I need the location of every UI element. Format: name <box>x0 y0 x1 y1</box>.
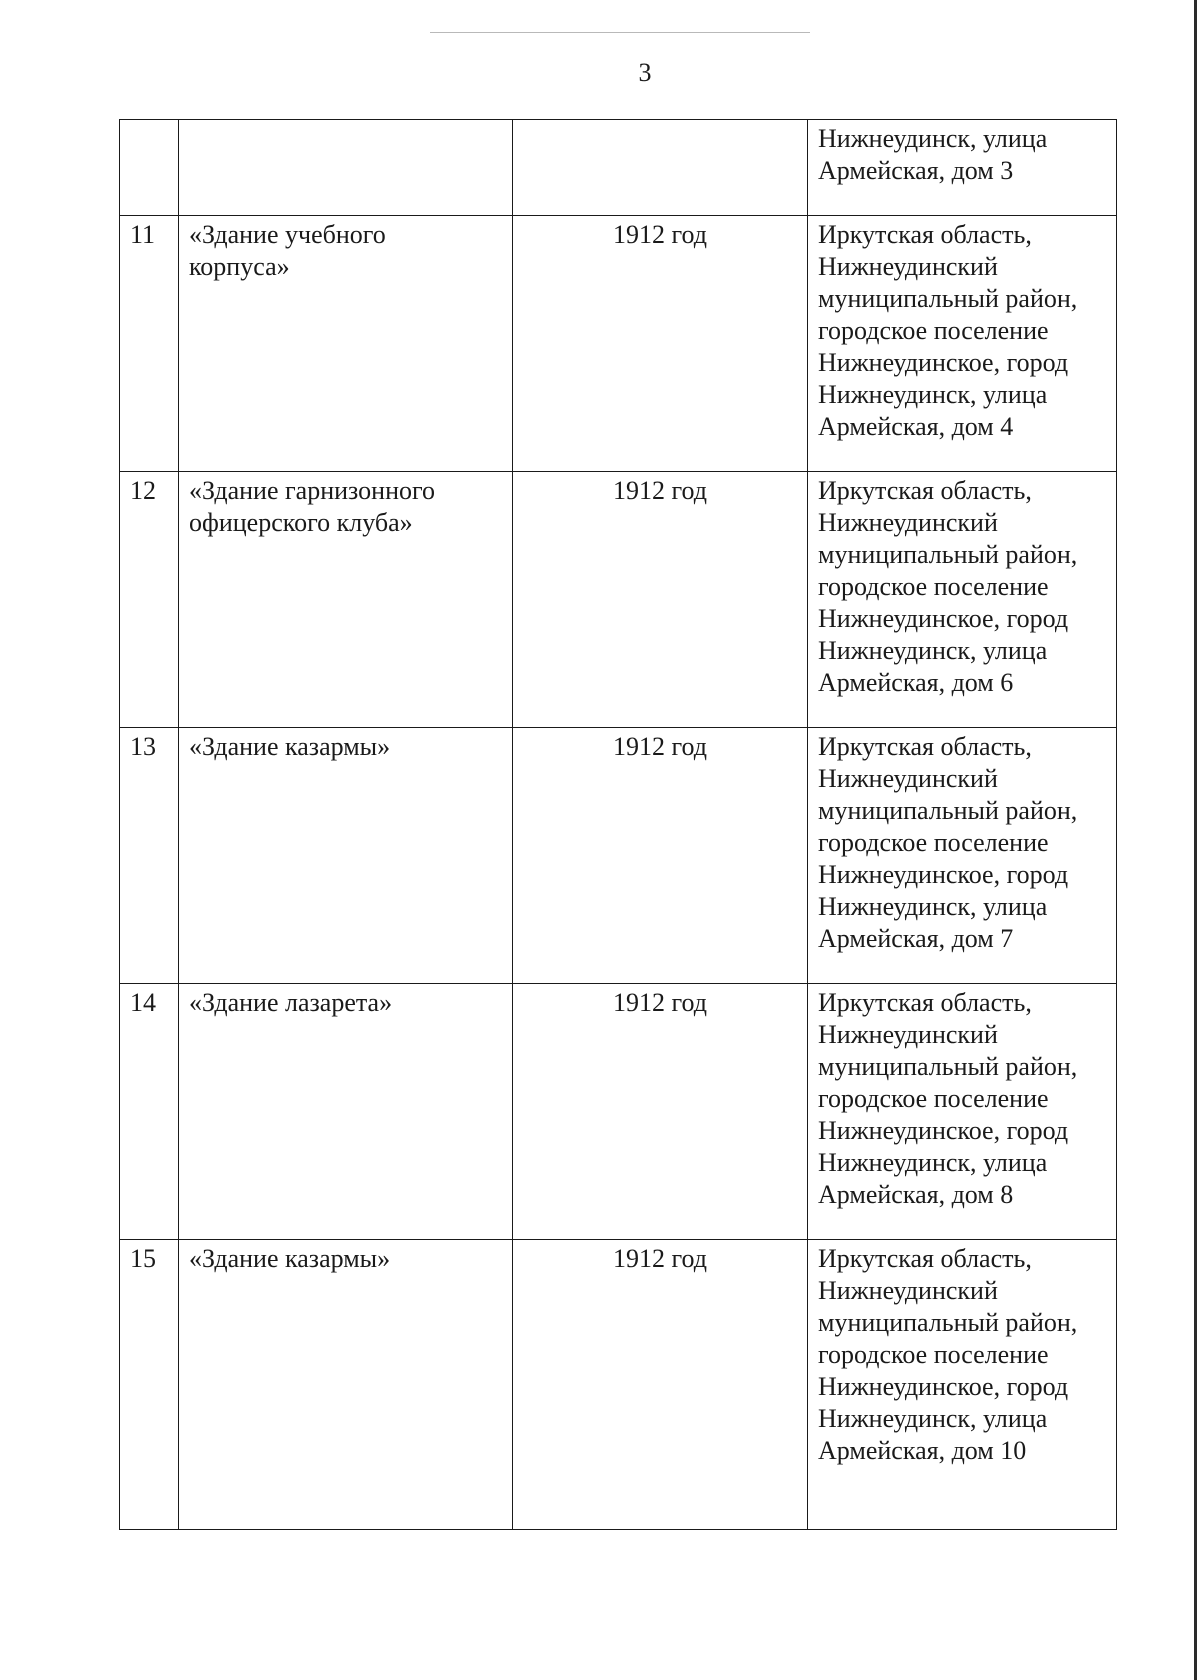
construction-date-cell: 1912 год <box>513 984 808 1240</box>
address-line: Нижнеудинское, город <box>818 1372 1069 1401</box>
address-line: Нижнеудинский <box>818 1020 998 1049</box>
row-number-cell: 15 <box>120 1240 179 1530</box>
construction-date-cell: 1912 год <box>513 472 808 728</box>
scan-right-edge <box>1194 0 1197 1680</box>
address-line: Нижнеудинск, улица <box>818 636 1048 665</box>
object-name-line: «Здание учебного <box>189 220 386 249</box>
address-line: Армейская, дом 4 <box>818 412 1014 441</box>
construction-date-cell: 1912 год <box>513 1240 808 1530</box>
row-number-cell: 11 <box>120 216 179 472</box>
object-name-line: «Здание гарнизонного <box>189 476 436 505</box>
row-number-cell <box>120 120 179 216</box>
address-cell <box>808 120 1117 216</box>
address-line: муниципальный район, <box>818 540 1078 569</box>
address-line: муниципальный район, <box>818 1052 1078 1081</box>
address-line: Иркутская область, <box>818 220 1032 249</box>
construction-date-cell: 1912 год <box>513 216 808 472</box>
object-name-line: корпуса» <box>189 252 290 281</box>
table-row <box>120 1240 1117 1530</box>
address-line: городское поселение <box>818 1340 1049 1369</box>
object-name-line: офицерского клуба» <box>189 508 413 537</box>
address-line: городское поселение <box>818 572 1049 601</box>
address-line: Нижнеудинский <box>818 1276 998 1305</box>
address-cell <box>808 472 1117 728</box>
row-number-cell: 14 <box>120 984 179 1240</box>
address-line: Нижнеудинское, город <box>818 348 1069 377</box>
object-name-line: «Здание лазарета» <box>189 988 393 1017</box>
table-row <box>120 728 1117 984</box>
object-name-cell <box>179 472 513 728</box>
object-name-cell <box>179 1240 513 1530</box>
address-cell <box>808 984 1117 1240</box>
address-cell <box>808 216 1117 472</box>
table-row <box>120 120 1117 216</box>
address-line: Армейская, дом 10 <box>818 1436 1027 1465</box>
row-number-cell: 13 <box>120 728 179 984</box>
address-line: муниципальный район, <box>818 284 1078 313</box>
object-name-cell <box>179 216 513 472</box>
address-line: Нижнеудинский <box>818 508 998 537</box>
address-line: городское поселение <box>818 828 1049 857</box>
object-name-cell <box>179 120 513 216</box>
construction-date-cell <box>513 120 808 216</box>
address-line: Иркутская область, <box>818 1244 1032 1273</box>
row-number-cell: 12 <box>120 472 179 728</box>
table-row <box>120 216 1117 472</box>
address-line: Нижнеудинское, город <box>818 1116 1069 1145</box>
table-body <box>120 120 1117 1530</box>
address-line: Нижнеудинск, улица <box>818 892 1048 921</box>
address-line: Нижнеудинское, город <box>818 604 1069 633</box>
page-number: 3 <box>638 58 652 87</box>
construction-date-cell: 1912 год <box>513 728 808 984</box>
object-name-line: «Здание казармы» <box>189 1244 391 1273</box>
address-line: Армейская, дом 7 <box>818 924 1014 953</box>
address-cell <box>808 728 1117 984</box>
object-name-cell <box>179 728 513 984</box>
address-line: Армейская, дом 6 <box>818 668 1014 697</box>
address-line: Нижнеудинск, улица <box>818 380 1048 409</box>
heritage-objects-table <box>119 119 1117 1530</box>
address-line: Армейская, дом 8 <box>818 1180 1014 1209</box>
address-line: муниципальный район, <box>818 796 1078 825</box>
address-line: Нижнеудинск, улица <box>818 1148 1048 1177</box>
address-line: муниципальный район, <box>818 1308 1078 1337</box>
address-line: Иркутская область, <box>818 476 1032 505</box>
address-line: Нижнеудинский <box>818 252 998 281</box>
table-row <box>120 472 1117 728</box>
address-line: Нижнеудинский <box>818 764 998 793</box>
address-line: Нижнеудинск, улица <box>818 124 1048 153</box>
address-cell <box>808 1240 1117 1530</box>
address-line: Нижнеудинск, улица <box>818 1404 1048 1433</box>
object-name-line: «Здание казармы» <box>189 732 391 761</box>
address-line: Армейская, дом 3 <box>818 156 1014 185</box>
address-line: Иркутская область, <box>818 732 1032 761</box>
address-line: Иркутская область, <box>818 988 1032 1017</box>
table-row <box>120 984 1117 1240</box>
scan-top-line <box>430 32 810 33</box>
address-line: Нижнеудинское, город <box>818 860 1069 889</box>
address-line: городское поселение <box>818 1084 1049 1113</box>
address-line: городское поселение <box>818 316 1049 345</box>
object-name-cell <box>179 984 513 1240</box>
